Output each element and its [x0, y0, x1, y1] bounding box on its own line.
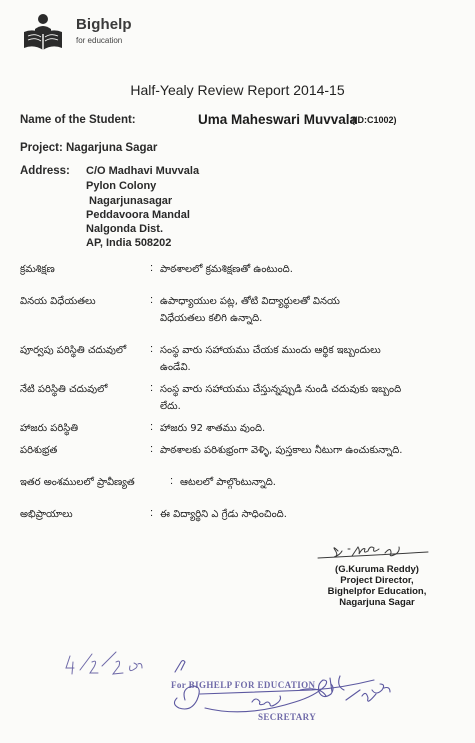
- project-label: Project:: [20, 142, 63, 154]
- address-label: Address:: [20, 165, 70, 177]
- item-colon: :: [150, 294, 154, 306]
- item-label: నేటి పరిస్థితి చదువులో: [20, 384, 108, 395]
- item-label: ఇతర అంశములలో ప్రావీణ్యత: [20, 477, 135, 488]
- item-value: లేదు.: [160, 401, 181, 412]
- item-colon: :: [170, 475, 174, 487]
- address-line: Nagarjunasagar: [86, 195, 173, 207]
- item-colon: :: [150, 343, 154, 355]
- item-label: పరిశుభ్రత: [20, 445, 58, 456]
- item-label: వినయ విధేయతలు: [20, 296, 96, 307]
- project-name: Nagarjuna Sagar: [66, 142, 158, 154]
- brand-tagline: for education: [76, 36, 123, 45]
- handwritten-date: [66, 652, 142, 674]
- brand-name: Bighelp: [76, 16, 132, 33]
- report-title: Half-Yealy Review Report 2014-15: [130, 82, 345, 98]
- student-name: Uma Maheswari Muvvala: [198, 112, 358, 127]
- address-line: AP, India 508202: [86, 237, 172, 249]
- item-label: క్రమశిక్షణ: [20, 264, 55, 275]
- item-value: హాజరు 92 శాతము వుంది.: [160, 423, 266, 434]
- item-value: ఉండేవి.: [160, 362, 191, 373]
- signatory-org: Bighelpfor Education,: [327, 586, 427, 597]
- item-colon: :: [150, 443, 154, 455]
- student-id: (ID:C1002): [352, 115, 397, 125]
- item-value: పాఠశాలలో క్రమశిక్షణతో ఉంటుంది.: [160, 264, 293, 275]
- item-value: ఈ విద్యార్థిని ఎ గ్రేడు సాధించింది.: [160, 509, 287, 520]
- student-name-label: Name of the Student:: [20, 114, 136, 126]
- director-signature: [318, 547, 428, 558]
- item-label: పూర్వపు పరిస్థితి చదువులో: [20, 345, 127, 356]
- book-reader-logo-icon: [22, 10, 64, 52]
- item-value: సంస్థ వారు సహాయము చేయక ముందు ఆర్థిక ఇబ్బందులు: [160, 345, 381, 356]
- item-value: ఉపాధ్యాయుల పట్ల, తోటి విద్యార్థులతో వినయ: [160, 296, 340, 307]
- item-colon: :: [150, 382, 154, 394]
- item-value: పాఠశాలకు పరిశుభ్రంగా వెళ్ళి, పుస్తకాలు నీటుగా ఉంచుకున్నాది.: [160, 445, 403, 456]
- address-line: Peddavoora Mandal: [86, 209, 190, 221]
- stamp-line-org: For BIGHELP FOR EDUCATION: [171, 680, 316, 690]
- item-value: సంస్థ వారు సహాయము చేస్తున్నప్పుడి నుండి చదువుకు ఇబ్బంది: [160, 384, 402, 395]
- item-value: విధేయతలు కలిగి ఉన్నాది.: [160, 313, 263, 324]
- item-label: అభిప్రాయాలు: [20, 509, 73, 520]
- signatory-title: Project Director,: [340, 575, 414, 586]
- signatory-name: (G.Kuruma Reddy): [335, 564, 419, 575]
- item-colon: :: [150, 262, 154, 274]
- address-line: Nalgonda Dist.: [86, 223, 164, 235]
- stamp-line-role: SECRETARY: [258, 712, 317, 722]
- item-value: ఆటలలో పాల్గొంటున్నాది.: [180, 477, 276, 488]
- signatory-place: Nagarjuna Sagar: [339, 597, 415, 608]
- signatory-block: [302, 564, 452, 608]
- item-colon: :: [150, 421, 154, 433]
- address-line: C/O Madhavi Muvvala: [86, 165, 200, 177]
- item-label: హాజరు పరిస్థితి: [20, 423, 79, 434]
- item-colon: :: [150, 507, 154, 519]
- address-line: Pylon Colony: [86, 180, 157, 192]
